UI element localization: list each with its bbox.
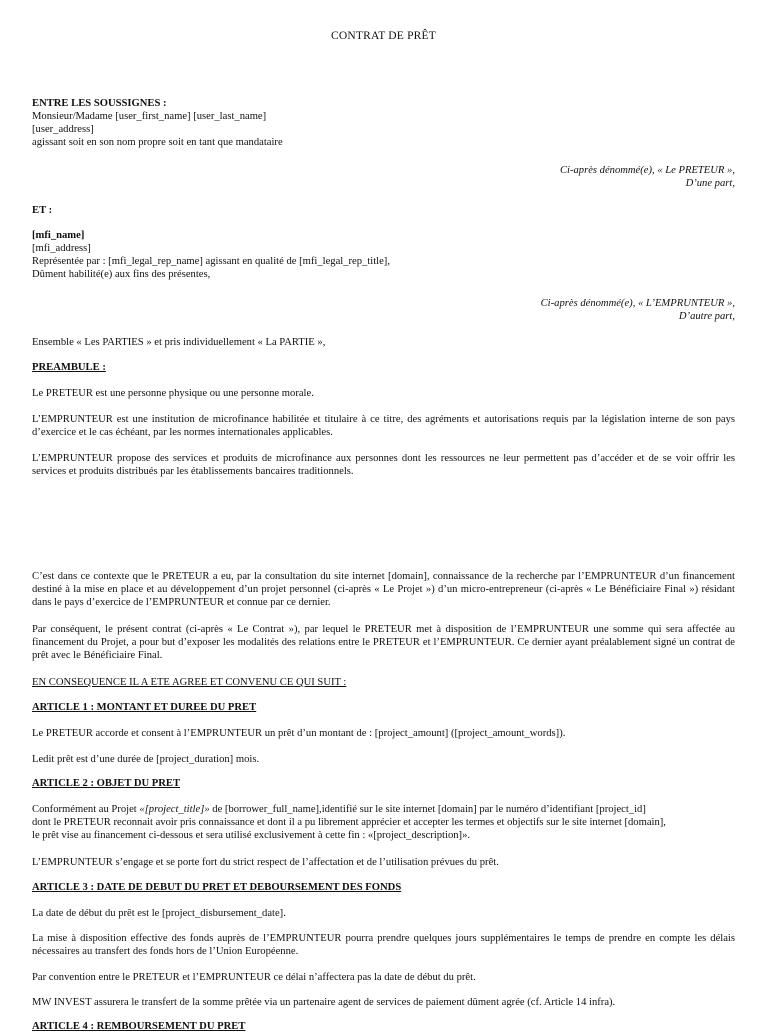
- article-2-paragraph-1: [32, 803, 735, 842]
- article-2-line-2: dont le PRETEUR reconnait avoir pris connaissance et dont il a pu librement apprécier et accepter les termes et objectifs sur le site internet [domain],: [32, 817, 666, 828]
- article-3-paragraph-4: MW INVEST assurera le transfert de la somme prêtée via un partenaire agent de services de paiement dûment agrée (cf. Article 14 infra).: [32, 997, 616, 1008]
- article-4-heading: ARTICLE 4 : REMBOURSEMENT DU PRET: [32, 1021, 246, 1032]
- et-separator: ET :: [32, 205, 53, 216]
- preamble-paragraph-5: Par conséquent, le présent contrat (ci-après « Le Contrat »), par lequel le PRETEUR met à disposition de l’EMPRUNTEUR une somme qui sera affectée au financement du Projet, a pour but d’exposer les modalités des relations entre le PRETEUR et l’EMPRUNTEUR. Ce dernier ayant préalablement signé un contrat de prêt avec le Bénéficiaire Final.: [32, 624, 735, 661]
- article-2-line-3: le prêt vise au financement ci-dessous et sera utilisé exclusivement à cette fin : «[project_description]».: [32, 830, 471, 841]
- borrower-side: D’autre part,: [678, 311, 735, 322]
- preamble-paragraph-4: C’est dans ce contexte que le PRETEUR a eu, par la consultation du site internet [domain], connaissance de la recherche par l’EMPRUNTEUR d’un financement destiné à la mise en place et au développement d’un projet personnel (ci-après « Le Projet ») d’un micro-entrepreneur (ci-après « Le Bénéficiaire Final ») résidant dans le pays d’exercice de l’EMPRUNTEUR et connue par ce dernier.: [32, 571, 735, 608]
- document-title: CONTRAT DE PRÊT: [330, 30, 437, 42]
- parties-borrower-block: [32, 229, 735, 281]
- mfi-address: [mfi_address]: [32, 243, 91, 254]
- preamble-paragraph-2: L’EMPRUNTEUR est une institution de microfinance habilitée et titulaire à ce titre, des agréments et autorisations requis par la législation interne de son pays d’exercice et le cas échéant, par les normes internationales applicables.: [32, 414, 735, 438]
- article-2-paragraph-2: L’EMPRUNTEUR s’engage et se porte fort du strict respect de l’affectation et de l’utilisation prévues du prêt.: [32, 857, 499, 868]
- borrower-designation: [32, 297, 735, 323]
- borrower-role: Ci-après dénommé(e), « L’EMPRUNTEUR »,: [540, 298, 735, 309]
- parties-lender-block: [32, 97, 735, 149]
- article-3-heading: ARTICLE 3 : DATE DE DEBUT DU PRET ET DEBOURSEMENT DES FONDS: [32, 882, 402, 893]
- lender-address: [user_address]: [32, 124, 94, 135]
- lender-capacity: agissant soit en son nom propre soit en tant que mandataire: [32, 137, 283, 148]
- lender-side: D’une part,: [685, 178, 735, 189]
- lender-role: Ci-après dénommé(e), « Le PRETEUR »,: [559, 165, 735, 176]
- mfi-name: [mfi_name]: [32, 230, 85, 241]
- mfi-authorization: Dûment habilité(e) aux fins des présentes,: [32, 269, 211, 280]
- article-2-line-1: [32, 803, 735, 816]
- consequence-clause: EN CONSEQUENCE IL A ETE AGREE ET CONVENU CE QUI SUIT :: [32, 677, 347, 688]
- preamble-paragraph-3: L’EMPRUNTEUR propose des services et produits de microfinance aux personnes dont les ressources ne leur permettent pas d’accéder et de se voir offrir les services et produits distribués par les établissements bancaires traditionnels.: [32, 453, 735, 477]
- article-1-paragraph-1: Le PRETEUR accorde et consent à l’EMPRUNTEUR un prêt d’un montant de : [project_amount] ([project_amount_words]).: [32, 728, 566, 739]
- mfi-representative: Représentée par : [mfi_legal_rep_name] agissant en qualité de [mfi_legal_rep_title],: [32, 256, 390, 267]
- project-title-placeholder: «[project_title]»: [139, 804, 210, 815]
- article-3-paragraph-3: Par convention entre le PRETEUR et l’EMPRUNTEUR ce délai n’affectera pas la date de début du prêt.: [32, 972, 476, 983]
- lender-name: Monsieur/Madame [user_first_name] [user_last_name]: [32, 111, 267, 122]
- article-2-text-a: Conformément au Projet: [32, 804, 140, 815]
- article-2-text-b: de [borrower_full_name],identifié sur le site internet [domain] par le numéro d’identifiant [project_id]: [209, 804, 646, 815]
- preamble-paragraph-1: Le PRETEUR est une personne physique ou une personne morale.: [32, 388, 314, 399]
- article-3-paragraph-2: La mise à disposition effective des fonds auprès de l’EMPRUNTEUR pourra prendre quelques jours supplémentaires le temps de prendre en compte les délais nécessaires au transfert des fonds hors de l’Union Européenne.: [32, 933, 735, 957]
- parties-ensemble: Ensemble « Les PARTIES » et pris individuellement « La PARTIE »,: [32, 337, 326, 348]
- article-3-paragraph-1: La date de début du prêt est le [project_disbursement_date].: [32, 908, 286, 919]
- lender-designation: [32, 164, 735, 190]
- article-2-heading: ARTICLE 2 : OBJET DU PRET: [32, 778, 181, 789]
- parties-heading: ENTRE LES SOUSSIGNES :: [32, 98, 167, 109]
- article-1-paragraph-2: Ledit prêt est d’une durée de [project_duration] mois.: [32, 754, 260, 765]
- article-1-heading: ARTICLE 1 : MONTANT ET DUREE DU PRET: [32, 702, 257, 713]
- preamble-heading: PREAMBULE :: [32, 362, 106, 373]
